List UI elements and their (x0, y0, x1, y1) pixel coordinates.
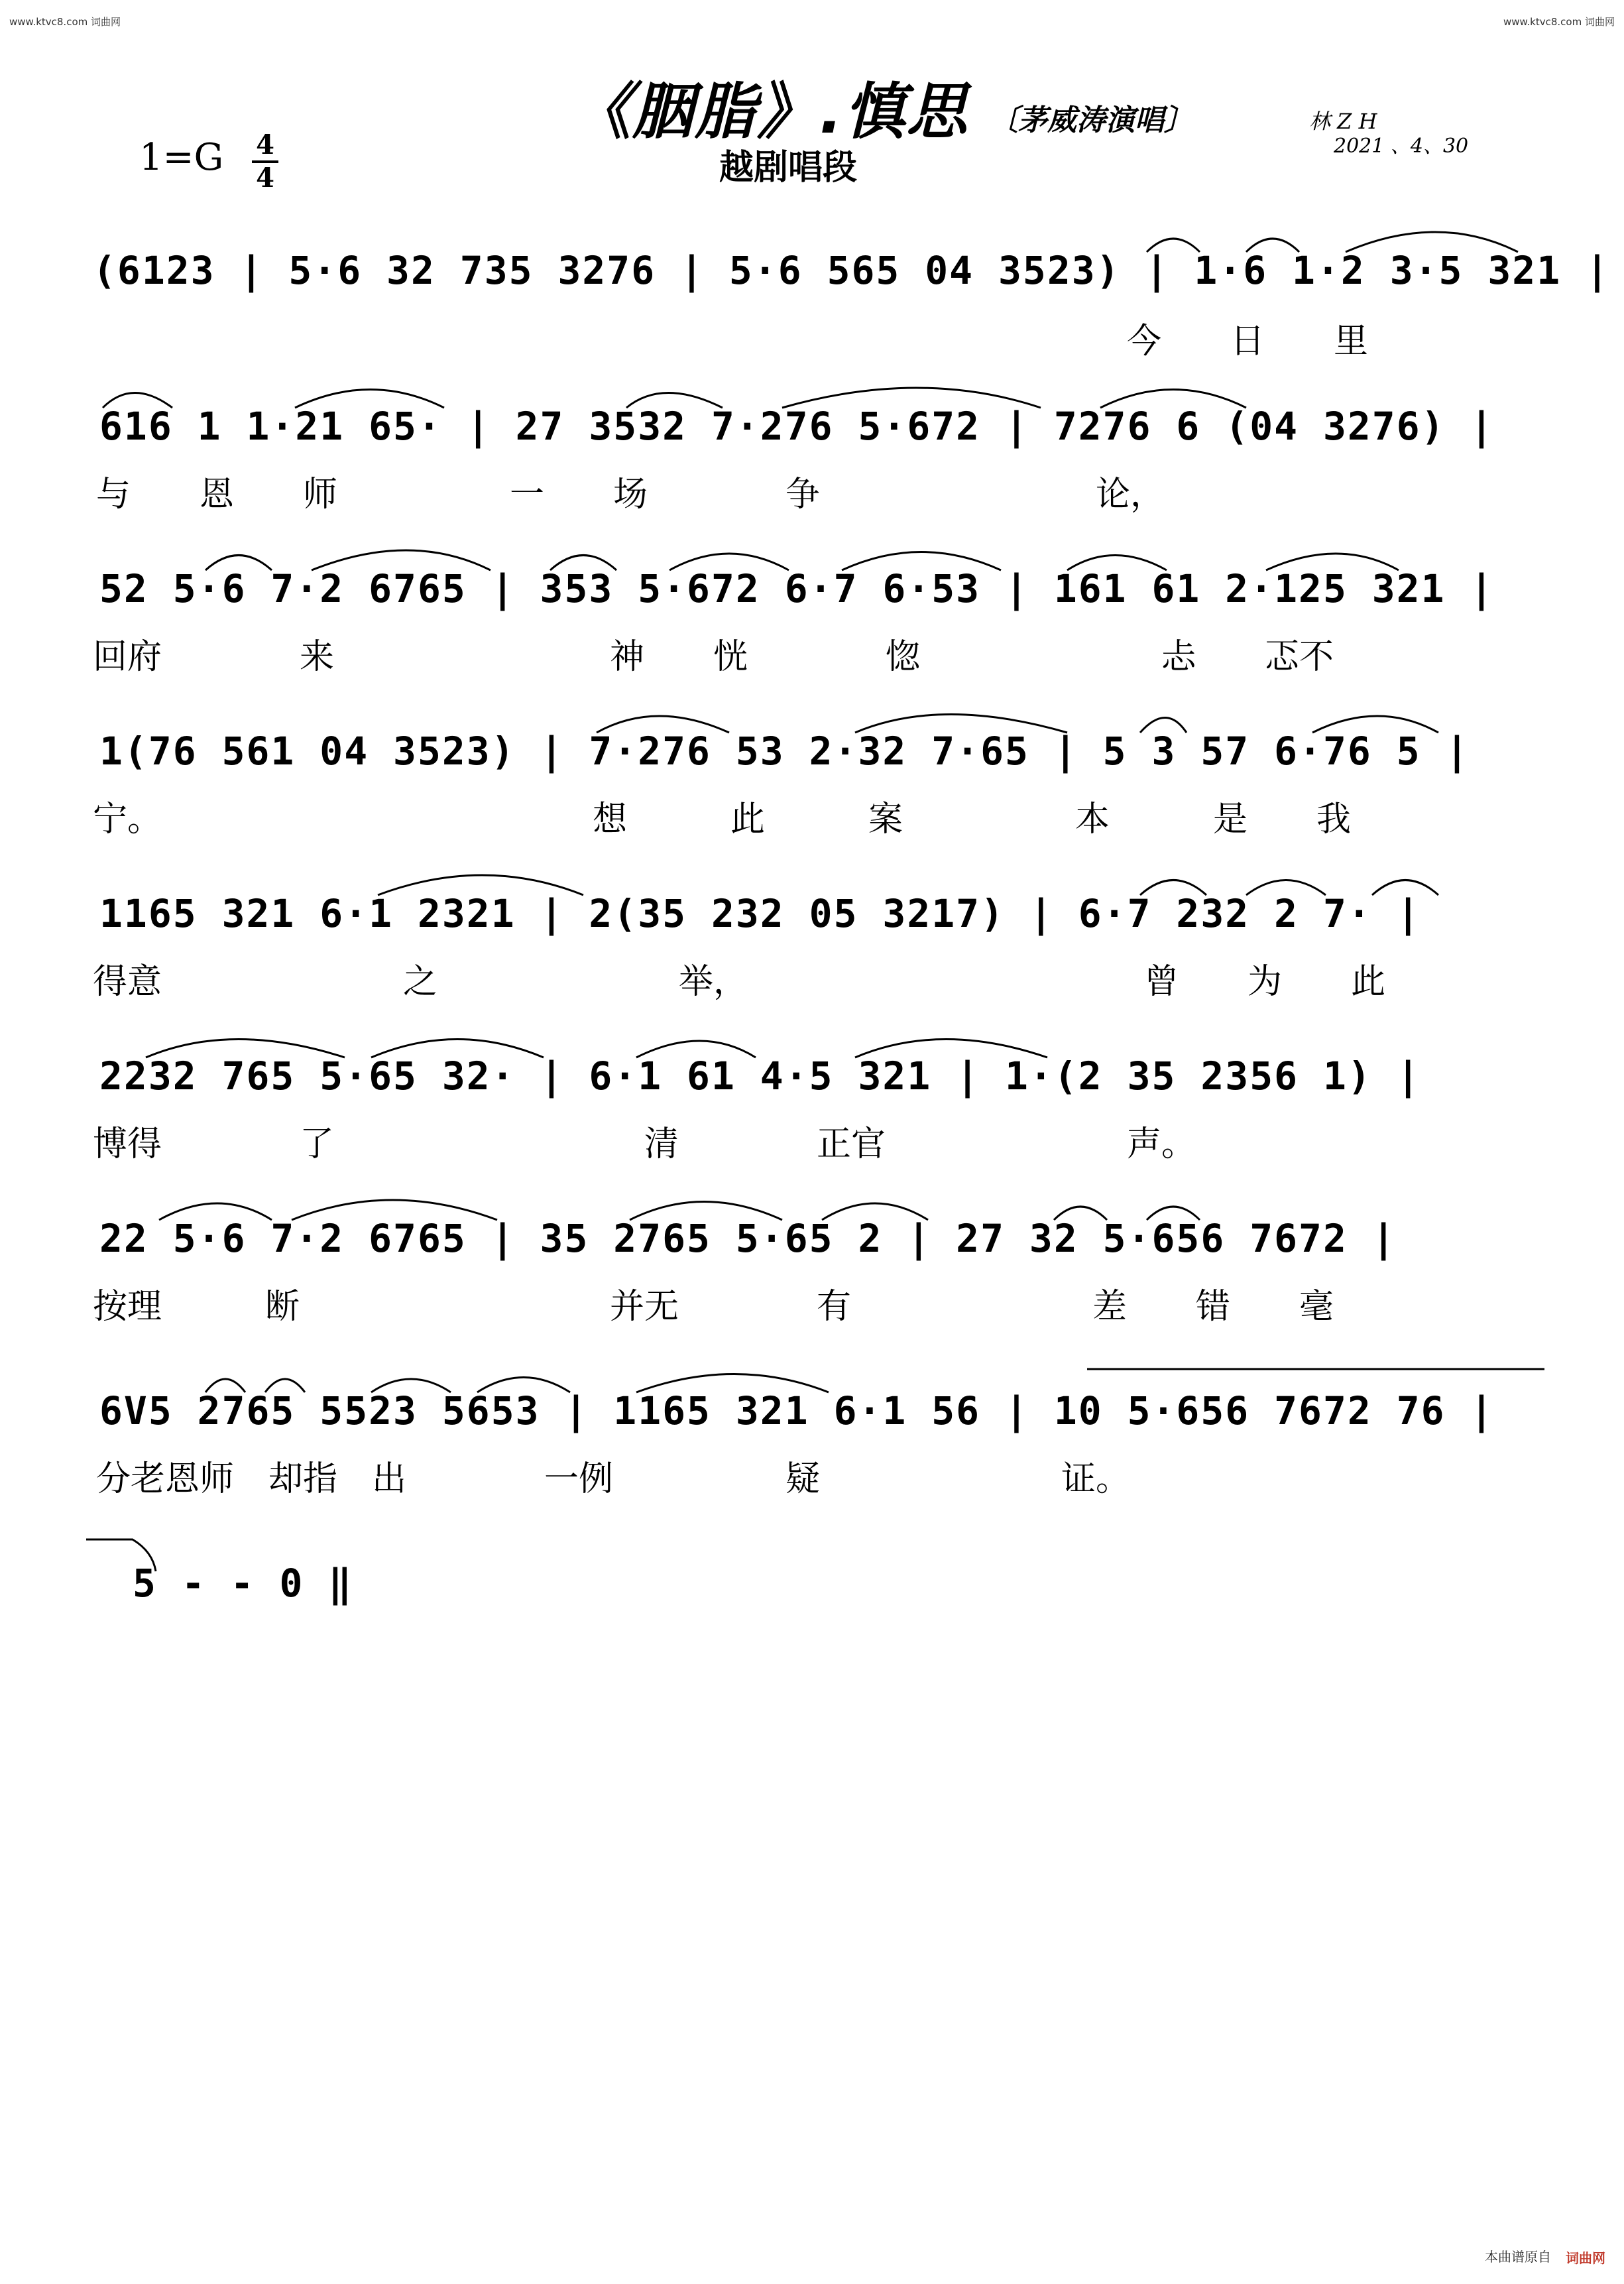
lyrics-line-6: 博得 了 清 正官 声。 (93, 1124, 1196, 1164)
lyrics-line-4: 宁。 想 此 案 本 是 我 (93, 800, 1352, 839)
lyrics-line-2: 与 恩 师 一 场 争 论， (96, 475, 1165, 514)
date: 2021 、4、30 (1334, 135, 1469, 158)
time-signature (252, 130, 278, 194)
meter-denominator: 4 (256, 162, 274, 194)
lyrics-line-7: 按理 断 并无 有 差 错 毫 (93, 1287, 1334, 1327)
notation-line-8: 6V5 2765 5523 5653 | 1165 321 6·1 56 | 10 5·656 7672 76 | (99, 1388, 1495, 1433)
notation-line-7: 22 5·6 7·2 6765 | 35 2765 5·65 2 | 27 32 5·656 7672 | (99, 1216, 1397, 1261)
notation-line-5: 1165 321 6·1 2321 | 2(35 232 05 3217) | 6·7 232 2 7· | (99, 891, 1421, 936)
notation-line-2: 616 1 1·21 65· | 27 3532 7·276 5·672 | 7276 6 (04 3276) | (99, 404, 1495, 449)
notation-line-1: (6123 | 5·6 32 735 3276 | 5·6 565 04 3523) | 1·6 1·2 3·5 321 | (93, 248, 1610, 293)
singer-credit: 〔茅威涛演唱〕 (989, 103, 1193, 137)
site-watermark-left: www.ktvc8.com 词曲网 (9, 16, 121, 28)
site-watermark-right: www.ktvc8.com 词曲网 (1503, 16, 1615, 28)
notation-line-4: 1(76 561 04 3523) | 7·276 53 2·32 7·65 | 5 3 57 6·76 5 | (99, 729, 1470, 774)
page-title: 《胭脂》.慎思 (570, 76, 968, 147)
lyrics-line-5: 得意 之 举， 曾 为 此 (93, 962, 1386, 1002)
lyrics-line-1: 今 日 里 (1127, 322, 1369, 361)
footer-logo: 词曲网 (1566, 2250, 1605, 2266)
notation-line-9: 5 - - 0 ‖ (133, 1561, 353, 1606)
author: 林 Z H (1309, 109, 1377, 134)
key-signature: 1=G (139, 136, 224, 179)
footer-note: 本曲谱原自 (1485, 2249, 1551, 2265)
meter-numerator: 4 (252, 130, 278, 163)
notation-line-3: 52 5·6 7·2 6765 | 353 5·672 6·7 6·53 | 161 61 2·125 321 | (99, 566, 1495, 611)
lyrics-line-8: 分老恩师 却指 出 一例 疑 证。 (96, 1459, 1131, 1499)
subtitle: 越剧唱段 (719, 148, 858, 188)
notation-line-6: 2232 765 5·65 32· | 6·1 61 4·5 321 | 1·(2 35 2356 1) | (99, 1053, 1421, 1099)
lyrics-line-3: 回府 来 神 恍 惚 忐 忑不 (93, 637, 1334, 677)
